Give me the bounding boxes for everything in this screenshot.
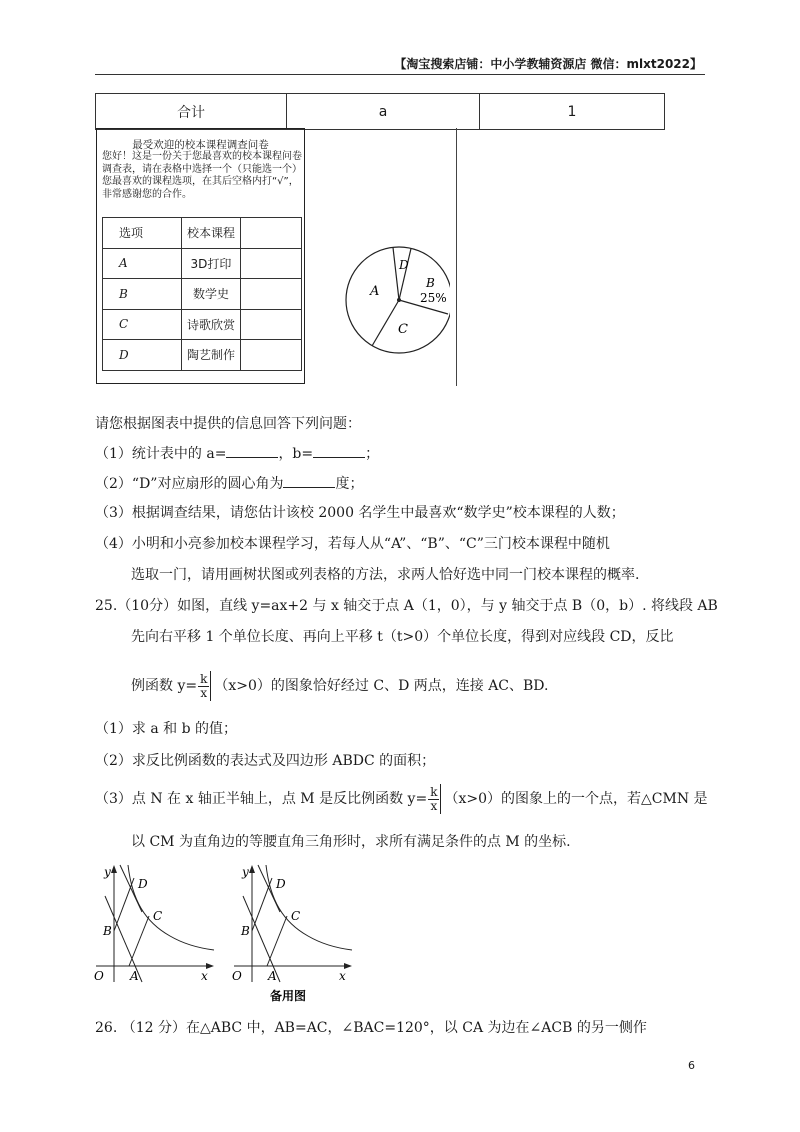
question-1-part-b: ，b= <box>278 446 314 462</box>
fraction-k-over-x <box>198 673 209 700</box>
check-cell <box>241 279 302 310</box>
label-d: D <box>138 877 148 891</box>
question-2-end: 度； <box>335 476 364 492</box>
label-o: O <box>232 969 242 983</box>
pie-label-d: D <box>399 258 409 272</box>
label-x: x <box>201 969 208 983</box>
problem-25-sub-3-line-2: 以 CM 为直角边的等腰直角三角形时，求所有满足条件的点 M 的坐标. <box>131 834 571 850</box>
question-1 <box>95 443 379 464</box>
check-cell <box>241 340 302 371</box>
option-c: C <box>103 309 182 340</box>
label-c: C <box>291 909 301 923</box>
survey-title: 最受欢迎的校本课程调查问卷 <box>132 139 269 151</box>
pie-chart <box>340 240 450 365</box>
problem-25-sub-3-a: （3）点 N 在 x 轴正半轴上，点 M 是反比例函数 y= <box>95 791 428 807</box>
pie-label-c: C <box>398 322 408 337</box>
fraction-k-over-x <box>428 786 439 813</box>
label-a: A <box>130 969 139 983</box>
pie-line-d-b <box>399 249 411 301</box>
table-row <box>103 218 302 249</box>
label-d: D <box>276 877 286 891</box>
stats-table <box>95 93 665 130</box>
question-2 <box>95 473 363 494</box>
table-row <box>103 340 302 371</box>
fraction-bar <box>210 671 211 701</box>
check-cell <box>241 248 302 279</box>
problem-25-line-3-a: 例函数 y= <box>131 678 198 694</box>
y-axis-arrow <box>111 865 117 873</box>
label-o: O <box>94 969 104 983</box>
pie-line-a-d <box>393 248 399 301</box>
problem-26-line-1: 26. （12 分）在△ABC 中，AB=AC，∠BAC=120°，以 CA 为边在∠ACB 的另一侧作 <box>95 1020 647 1036</box>
question-1-end: ； <box>365 446 380 462</box>
pie-line-c-a <box>372 300 399 346</box>
option-header: 选项 <box>103 218 182 249</box>
segment-bd <box>114 878 134 931</box>
label-y: y <box>104 865 111 879</box>
survey-intro: 您好！这是一份关于您最喜欢的校本课程问卷调查表，请在表格中选择一个（只能选一个）您最喜欢的课程选项，在其后空格内打“√”，非常感谢您的合作。 <box>102 151 302 200</box>
header-rule <box>95 74 705 75</box>
problem-25-sub-3-b: （x>0）的图象上的一个点，若△CMN 是 <box>444 791 708 807</box>
question-intro: 请您根据图表中提供的信息回答下列问题： <box>95 416 361 432</box>
backup-figure-caption: 备用图 <box>270 989 307 1003</box>
table-row <box>103 309 302 340</box>
label-c: C <box>153 909 163 923</box>
problem-25-sub-2: （2）求反比例函数的表达式及四边形 ABDC 的面积； <box>95 753 436 769</box>
y-axis-arrow <box>249 865 255 873</box>
survey-questionnaire <box>96 128 305 384</box>
fraction-numerator: k <box>200 671 208 686</box>
pie-label-b-percent: 25% <box>420 291 447 305</box>
question-4-line-2: 选取一门，请用画树状图或列表格的方法，求两人恰好选中同一门校本课程的概率. <box>131 567 640 583</box>
frequency-rate-cell: 1 <box>480 94 665 130</box>
pie-center <box>397 298 401 302</box>
table-row <box>103 279 302 310</box>
table-row <box>96 94 665 130</box>
table-row <box>103 248 302 279</box>
course-pottery: 陶艺制作 <box>182 340 241 371</box>
fraction-bar <box>440 784 441 814</box>
total-label-cell: 合计 <box>96 94 287 130</box>
label-x: x <box>339 969 346 983</box>
question-1-part-a: （1）统计表中的 a= <box>95 446 227 462</box>
answer-blank <box>283 473 335 488</box>
frequency-cell: a <box>287 94 480 130</box>
label-a: A <box>268 969 277 983</box>
problem-25-line-1: 25.（10分）如图，直线 y=ax+2 与 x 轴交于点 A（1，0），与 y 轴交于点 B（0，b）. 将线段 AB <box>95 598 718 614</box>
header-text: 【淘宝搜索店铺：中小学教辅资源店 微信：mlxt2022】 <box>394 57 702 71</box>
course-3d-print: 3D打印 <box>182 248 241 279</box>
problem-25-sub-1: （1）求 a 和 b 的值； <box>95 721 238 737</box>
question-3: （3）根据调查结果，请您估计该校 2000 名学生中最喜欢“数学史”校本课程的人数； <box>95 505 625 521</box>
fraction-denominator: x <box>430 798 438 813</box>
answer-blank <box>226 443 278 458</box>
problem-25-line-3 <box>131 668 548 704</box>
option-d: D <box>103 340 182 371</box>
problem-25-sub-3 <box>95 781 708 817</box>
problem-25-line-3-b: （x>0）的图象恰好经过 C、D 两点，连接 AC、BD. <box>214 678 549 694</box>
label-b: B <box>103 924 112 938</box>
segment-bd <box>252 878 272 931</box>
option-a: A <box>103 248 182 279</box>
question-4-line-1: （4）小明和小亮参加校本课程学习，若每人从“A”、“B”、“C”三门校本课程中随机 <box>95 536 610 552</box>
pie-label-a: A <box>370 284 380 299</box>
column-divider <box>456 128 457 386</box>
segment-ac <box>267 916 287 966</box>
fraction-denominator: x <box>200 685 208 700</box>
page-number: 6 <box>688 1059 695 1072</box>
check-cell <box>241 218 302 249</box>
coordinate-figure <box>90 860 220 985</box>
survey-table <box>102 217 302 371</box>
label-b: B <box>241 924 250 938</box>
course-header: 校本课程 <box>182 218 241 249</box>
backup-figure <box>228 860 358 1010</box>
problem-25-line-2: 先向右平移 1 个单位长度、再向上平移 t（t>0）个单位长度，得到对应线段 CD，反比 <box>131 629 674 645</box>
label-y: y <box>242 865 249 879</box>
course-math-history: 数学史 <box>182 279 241 310</box>
pie-label-b: B <box>426 276 435 290</box>
question-2-part-a: （2）“D”对应扇形的圆心角为 <box>95 476 284 492</box>
check-cell <box>241 309 302 340</box>
course-poetry: 诗歌欣赏 <box>182 309 241 340</box>
segment-ac <box>129 916 149 966</box>
fraction-numerator: k <box>430 784 438 799</box>
answer-blank <box>313 443 365 458</box>
option-b: B <box>103 279 182 310</box>
